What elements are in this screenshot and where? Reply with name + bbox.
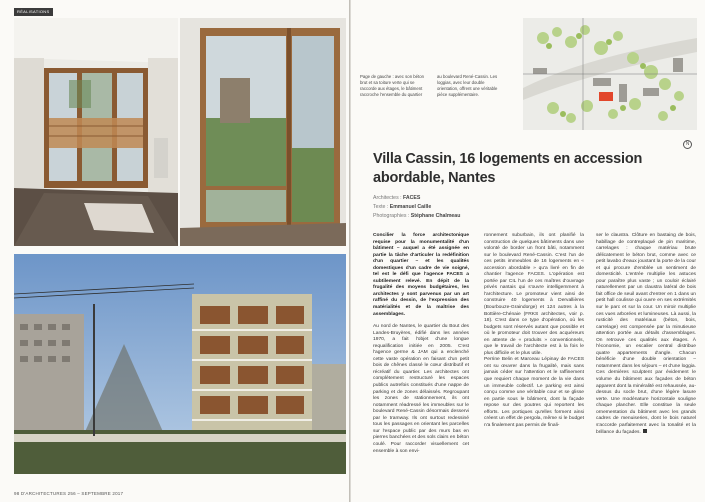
credit-architects: Architectes : FACES xyxy=(373,195,421,201)
paragraph-1: Au nord de Nantes, le quartier du Bout des Landes-Bruyères, édifié dans les années 1970, a fait l'objet d'une longue requalification initiée en 2005. C'est l'agence germe & JAM qui a enclenché cette vaste opération en faisant d'un petit bois de chênes classé le cœur distributif et récréatif du quartier. Les architectes ont complètement restructuré les espaces publics autrefois constitués d'une nappe de parking et de zones délaissés. Regroupant les zones de stationnement, ils ont notamment réadressé les immeubles sur le boulevard René-Cassin désormais desservi par le tramway. Ils ont surtout redessiné tous les passages en orientant les parcelles sur l'espace public par des murs bas en pierres banchées et des sols clairs en béton coulé. Pour raccorder visuellement cet ensemble à son envi- xyxy=(373,324,469,454)
window-view-drawing xyxy=(180,18,346,246)
page-folio: 98 D'ARCHITECTURES 256 – SEPTEMBRE 2017 xyxy=(14,491,124,496)
photo-caption-left: Page de gauche : avec son béton brut et sa toiture verte qui se raccorde aux étages, le bâtiment raccroche l'ensemble du quartier xyxy=(360,74,425,97)
end-of-article-mark xyxy=(643,429,647,433)
text-column-3 xyxy=(596,233,696,437)
credit-text: Texte : Emmanuel Caille xyxy=(373,204,432,210)
interior-room-drawing xyxy=(14,18,178,246)
exterior-photo-building xyxy=(14,254,346,474)
paragraph-3: Perrine Belin et Marceau Lépinay de FACES ont su œuvrer dans la frugalité, mais sans jamais céder sur l'attention et le raffinement que requiert chaque moment de la vie dans un immeuble collectif. Le parking est ainsi conçu comme une véritable cour et se glisse en partie sous le bâtiment, dont la façade repose sur des poutres qui reportent les efforts. Les portiques qu'elles forment ainsi créent un effet de pergola, même si le budget n'a finalement pas permis de finali- xyxy=(484,357,584,428)
interior-photo-room xyxy=(14,18,178,246)
right-page xyxy=(351,0,705,502)
article-credits xyxy=(373,194,573,221)
paragraph-2: ronnement suburbain, ils ont planifié la construction de quelques bâtiments dans une volonté de border un front bâti, notamment sur le boulevard René-Cassin. C'est l'un de ces petits immeubles de 16 logements en « accession abordable » qu'a livré en fin de chantier l'agence FACES. L'opération est portée par CIL l'un de ces maîtres d'ouvrage privés nantais qui s'ouvre intelligemment à l'architecture. Le promoteur vient ainsi de construire 40 logements à Dervallières (Bourbouze-Graindorge) et 124 autres à la Bottière-Chénaie (FRKS architectes, voir p. 18). C'est dans ce type d'opération, où les budgets sont réservés autant que possible et où le promoteur doit trouver des acquéreurs en attente de « produits » conventionnels, que le travail de l'architecte est à la fois le plus difficile et le plus utile. xyxy=(484,233,584,356)
north-arrow-icon: N xyxy=(683,140,692,149)
paragraph-4: ser le claustra. Clôture en bastaing de bois, habillage de contreplaqué de pin maritime, carrelages : chaque matériau brute délicatement le béton brut, comme avec ce petit lavabo d'eaux jouxtant la porte de la cour et qui procure d'emblée un sentiment de domesticité. L'entrée multiplie les astuces pour paraître plus vaste ; un couloir éclairé naturellement par un claustra latéral de bois fait office de seuil avant d'entrer en 1 dans un petit hall coulisse qui ouvre en ses extrémités sur le parc et sur la cour. Un miroir multiplie ces vues arborées et lumineuses. Là aussi, la rusticité des matériaux (béton, bois, carrelage) est compensée par la minutieuse attention portée aux détails d'assemblages. On retrouve ces qualités aux étages. À l'économie, un escalier central distribue quatre appartements d'angle. Chacun bénéficie d'une double orientation – notamment dans les séjours – et d'une loggia. Ces dernières sculptent par évidement le volume du bâtiment aux façades de béton apparent dont la minéralité est rehaussée, au-dessus du socle brut, d'une légère lasure verte. Une modénature horizontale souligne chaque plancher. Elle constitue la seule ornementation du bâtiment avec les grands cadres de menuiseries, dont le bois naturel s'accorde parfaitement avec la tonalité et la brillance du façades. xyxy=(596,233,696,436)
site-plan-drawing xyxy=(523,18,697,130)
article-title: Villa Cassin, 16 logements en accession abordable, Nantes xyxy=(373,151,643,186)
project-site-marker xyxy=(599,92,613,101)
text-column-1 xyxy=(373,233,469,455)
left-page xyxy=(0,0,349,502)
text-column-2 xyxy=(484,233,584,429)
exterior-building-drawing xyxy=(14,254,346,474)
section-rubric: RÉALISATIONS xyxy=(14,8,53,16)
interior-photo-window xyxy=(180,18,346,246)
credit-photos: Photographies : Stéphane Chalmeau xyxy=(373,213,461,219)
photo-caption-right: au boulevard René-Cassin. Les loggias, avec leur double orientation, offrent une véritable pièce supplémentaire. xyxy=(437,74,498,97)
site-plan-map xyxy=(523,18,697,130)
article-lead: Concilier la force architectonique requise pour la monumentalité d'un bâtiment – auquel a été assignée en partie la tâche d'articuler la redéfinition d'un quartier – et les qualités domestiques d'un cadre de vie soigné, tel est le défi que l'agence FACES a subtilement relevé. En dépit de la frugalité des moyens budgétaires, les architectes y sont parvenus par un art raffiné du dessin, de l'expression des matérialités et de la maîtrise des assemblages. xyxy=(373,233,469,317)
